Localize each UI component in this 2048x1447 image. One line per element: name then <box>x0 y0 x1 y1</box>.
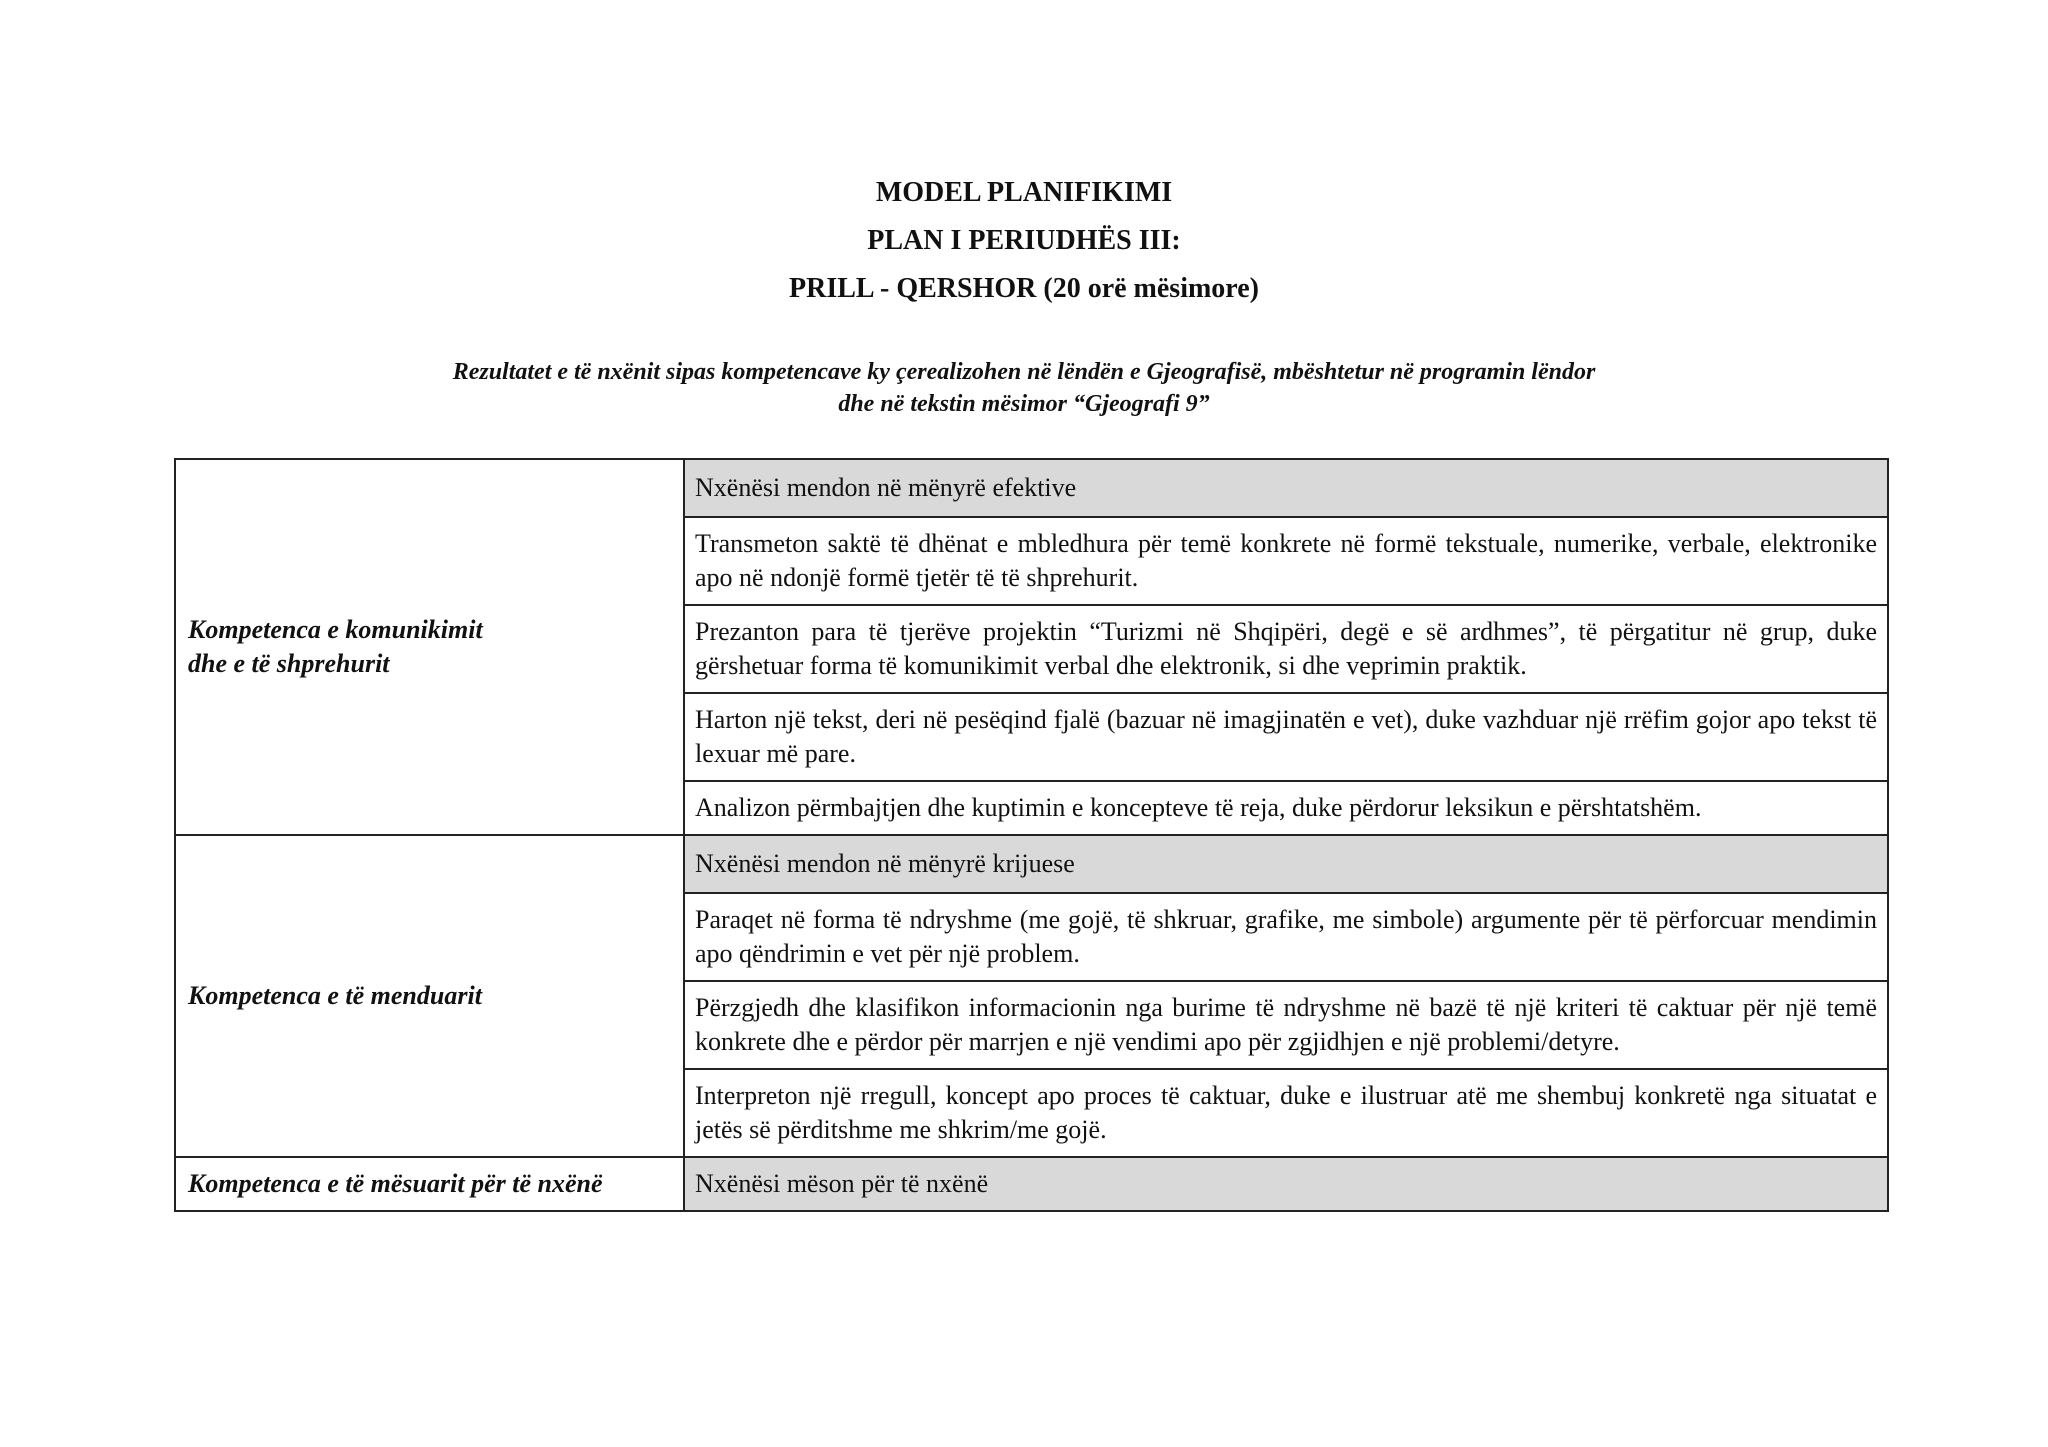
competence-label-communication: Kompetenca e komunikimit dhe e të shprehurit <box>175 459 684 835</box>
outcome-cell: Analizon përmbajtjen dhe kuptimin e koncepteve të reja, duke përdorur leksikun e përshtatshëm. <box>684 781 1888 835</box>
document-subtitle <box>0 356 2048 420</box>
outcome-cell: Harton një tekst, deri në pesëqind fjalë (bazuar në imagjinatën e vet), duke vazhduar një rrëfim gojor apo tekst të lexuar më pare. <box>684 693 1888 781</box>
table-row <box>175 1157 1888 1211</box>
outcome-cell: Përzgjedh dhe klasifikon informacionin nga burime të ndryshme në bazë të një kriteri të caktuar për një temë konkrete dhe e përdor për marrjen e një vendimi apo për zgjidhjen e një problemi/detyre. <box>684 981 1888 1069</box>
competence-table <box>174 458 1889 1212</box>
outcome-cell: Interpreton një rregull, koncept apo proces të caktuar, duke e ilustruar atë me shembuj konkretë nga situatat e jetës së përditshme me shkrim/me gojë. <box>684 1069 1888 1157</box>
outcome-cell: Prezanton para të tjerëve projektin “Turizmi në Shqipëri, degë e së ardhmes”, të përgatitur në grup, duke gërshetuar forma të komunikimit verbal dhe elektronik, si dhe veprimin praktik. <box>684 605 1888 693</box>
outcome-cell: Transmeton saktë të dhënat e mbledhura për temë konkrete në formë tekstuale, numerike, verbale, elektronike apo në ndonjë formë tjetër të të shprehurit. <box>684 517 1888 605</box>
outcome-cell: Paraqet në forma të ndryshme (me gojë, të shkruar, grafike, me simbole) argumente për të përforcuar mendimin apo qëndrimin e vet për një problem. <box>684 893 1888 981</box>
competence-heading: Nxënësi mendon në mënyrë krijuese <box>684 835 1888 893</box>
competence-heading: Nxënësi mendon në mënyrë efektive <box>684 459 1888 517</box>
table-row <box>175 459 1888 517</box>
period-dates: PRILL - QERSHOR (20 orë mësimore) <box>789 273 1259 304</box>
period-title: PLAN I PERIUDHËS III: <box>867 225 1181 256</box>
subtitle-line-2: dhe në tekstin mësimor “Gjeografi 9” <box>838 391 1210 417</box>
competence-label-learning: Kompetenca e të mësuarit për të nxënë <box>175 1157 684 1211</box>
document-title: MODEL PLANIFIKIMI <box>875 177 1173 208</box>
competence-heading: Nxënësi mëson për të nxënë <box>684 1157 1888 1211</box>
subtitle-line-1: Rezultatet e të nxënit sipas kompetencave ky çerealizohen në lëndën e Gjeografisë, mbështetur në programin lëndor <box>452 359 1596 385</box>
competence-label-thinking: Kompetenca e të menduarit <box>175 835 684 1157</box>
table-row <box>175 835 1888 893</box>
